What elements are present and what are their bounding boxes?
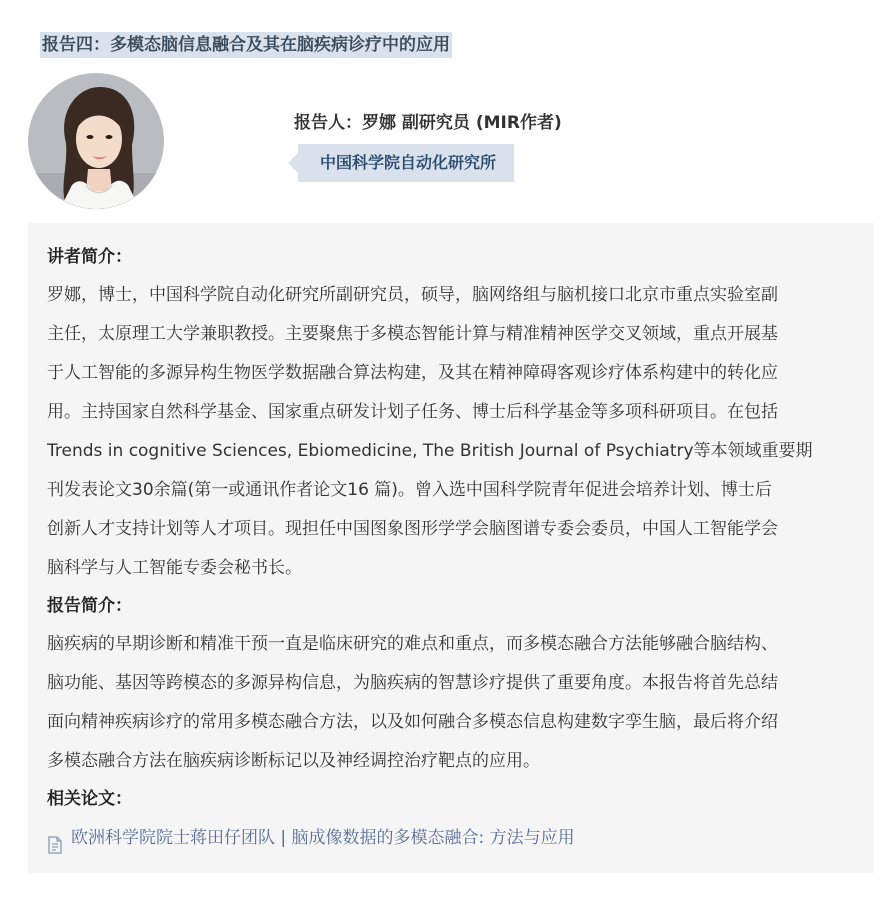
affiliation-label: 中国科学院自动化研究所 — [298, 144, 514, 182]
bio-line: Trends in cognitive Sciences, Ebiomedicine, The British Journal of Psychiatry等本领域重要期 — [47, 441, 813, 461]
report-title: 报告四：多模态脑信息融合及其在脑疾病诊疗中的应用 — [40, 32, 452, 58]
speaker-avatar — [28, 73, 164, 209]
document-icon — [47, 829, 63, 847]
bio-line: 刊发表论文30余篇(第一或通讯作者论文16 篇)。曾入选中国科学院青年促进会培养计划、博士后 — [47, 480, 772, 500]
details-panel — [28, 223, 874, 873]
bio-line: 于人工智能的多源异构生物医学数据融合算法构建，及其在精神障碍客观诊疗体系构建中的转化应 — [47, 363, 778, 383]
affiliation-tag — [288, 144, 514, 182]
abstract-line: 脑疾病的早期诊断和精准干预一直是临床研究的难点和重点，而多模态融合方法能够融合脑结构、 — [47, 634, 778, 654]
bio-heading: 讲者简介： — [47, 247, 132, 267]
related-paper-link[interactable] — [47, 818, 856, 858]
abstract-paragraph — [47, 625, 856, 781]
bio-line: 创新人才支持计划等人才项目。现担任中国图象图形学学会脑图谱专委会委员，中国人工智能学会 — [47, 519, 778, 539]
bio-line: 主任，太原理工大学兼职教授。主要聚焦于多模态智能计算与精准精神医学交叉领域，重点开展基 — [47, 324, 778, 344]
speaker-line: 报告人：罗娜 副研究员 (MIR作者) — [294, 113, 562, 133]
bio-line: 脑科学与人工智能专委会秘书长。 — [47, 558, 302, 578]
abstract-line: 面向精神疾病诊疗的常用多模态融合方法，以及如何融合多模态信息构建数字孪生脑，最后将介绍 — [47, 712, 778, 732]
abstract-line: 多模态融合方法在脑疾病诊断标记以及神经调控治疗靶点的应用。 — [47, 751, 540, 771]
bio-line: 罗娜，博士，中国科学院自动化研究所副研究员，硕导，脑网络组与脑机接口北京市重点实验室副 — [47, 285, 778, 305]
related-heading: 相关论文： — [47, 789, 132, 809]
abstract-line: 脑功能、基因等跨模态的多源异构信息，为脑疾病的智慧诊疗提供了重要角度。本报告将首先总结 — [47, 673, 778, 693]
bio-line: 用。主持国家自然科学基金、国家重点研发计划子任务、博士后科学基金等多项科研项目。在包括 — [47, 402, 778, 422]
related-paper-title[interactable]: 欧洲科学院院士蒋田仔团队 | 脑成像数据的多模态融合: 方法与应用 — [71, 828, 575, 848]
bio-paragraph — [47, 276, 856, 588]
tag-notch — [288, 153, 298, 173]
abstract-heading: 报告简介： — [47, 596, 132, 616]
